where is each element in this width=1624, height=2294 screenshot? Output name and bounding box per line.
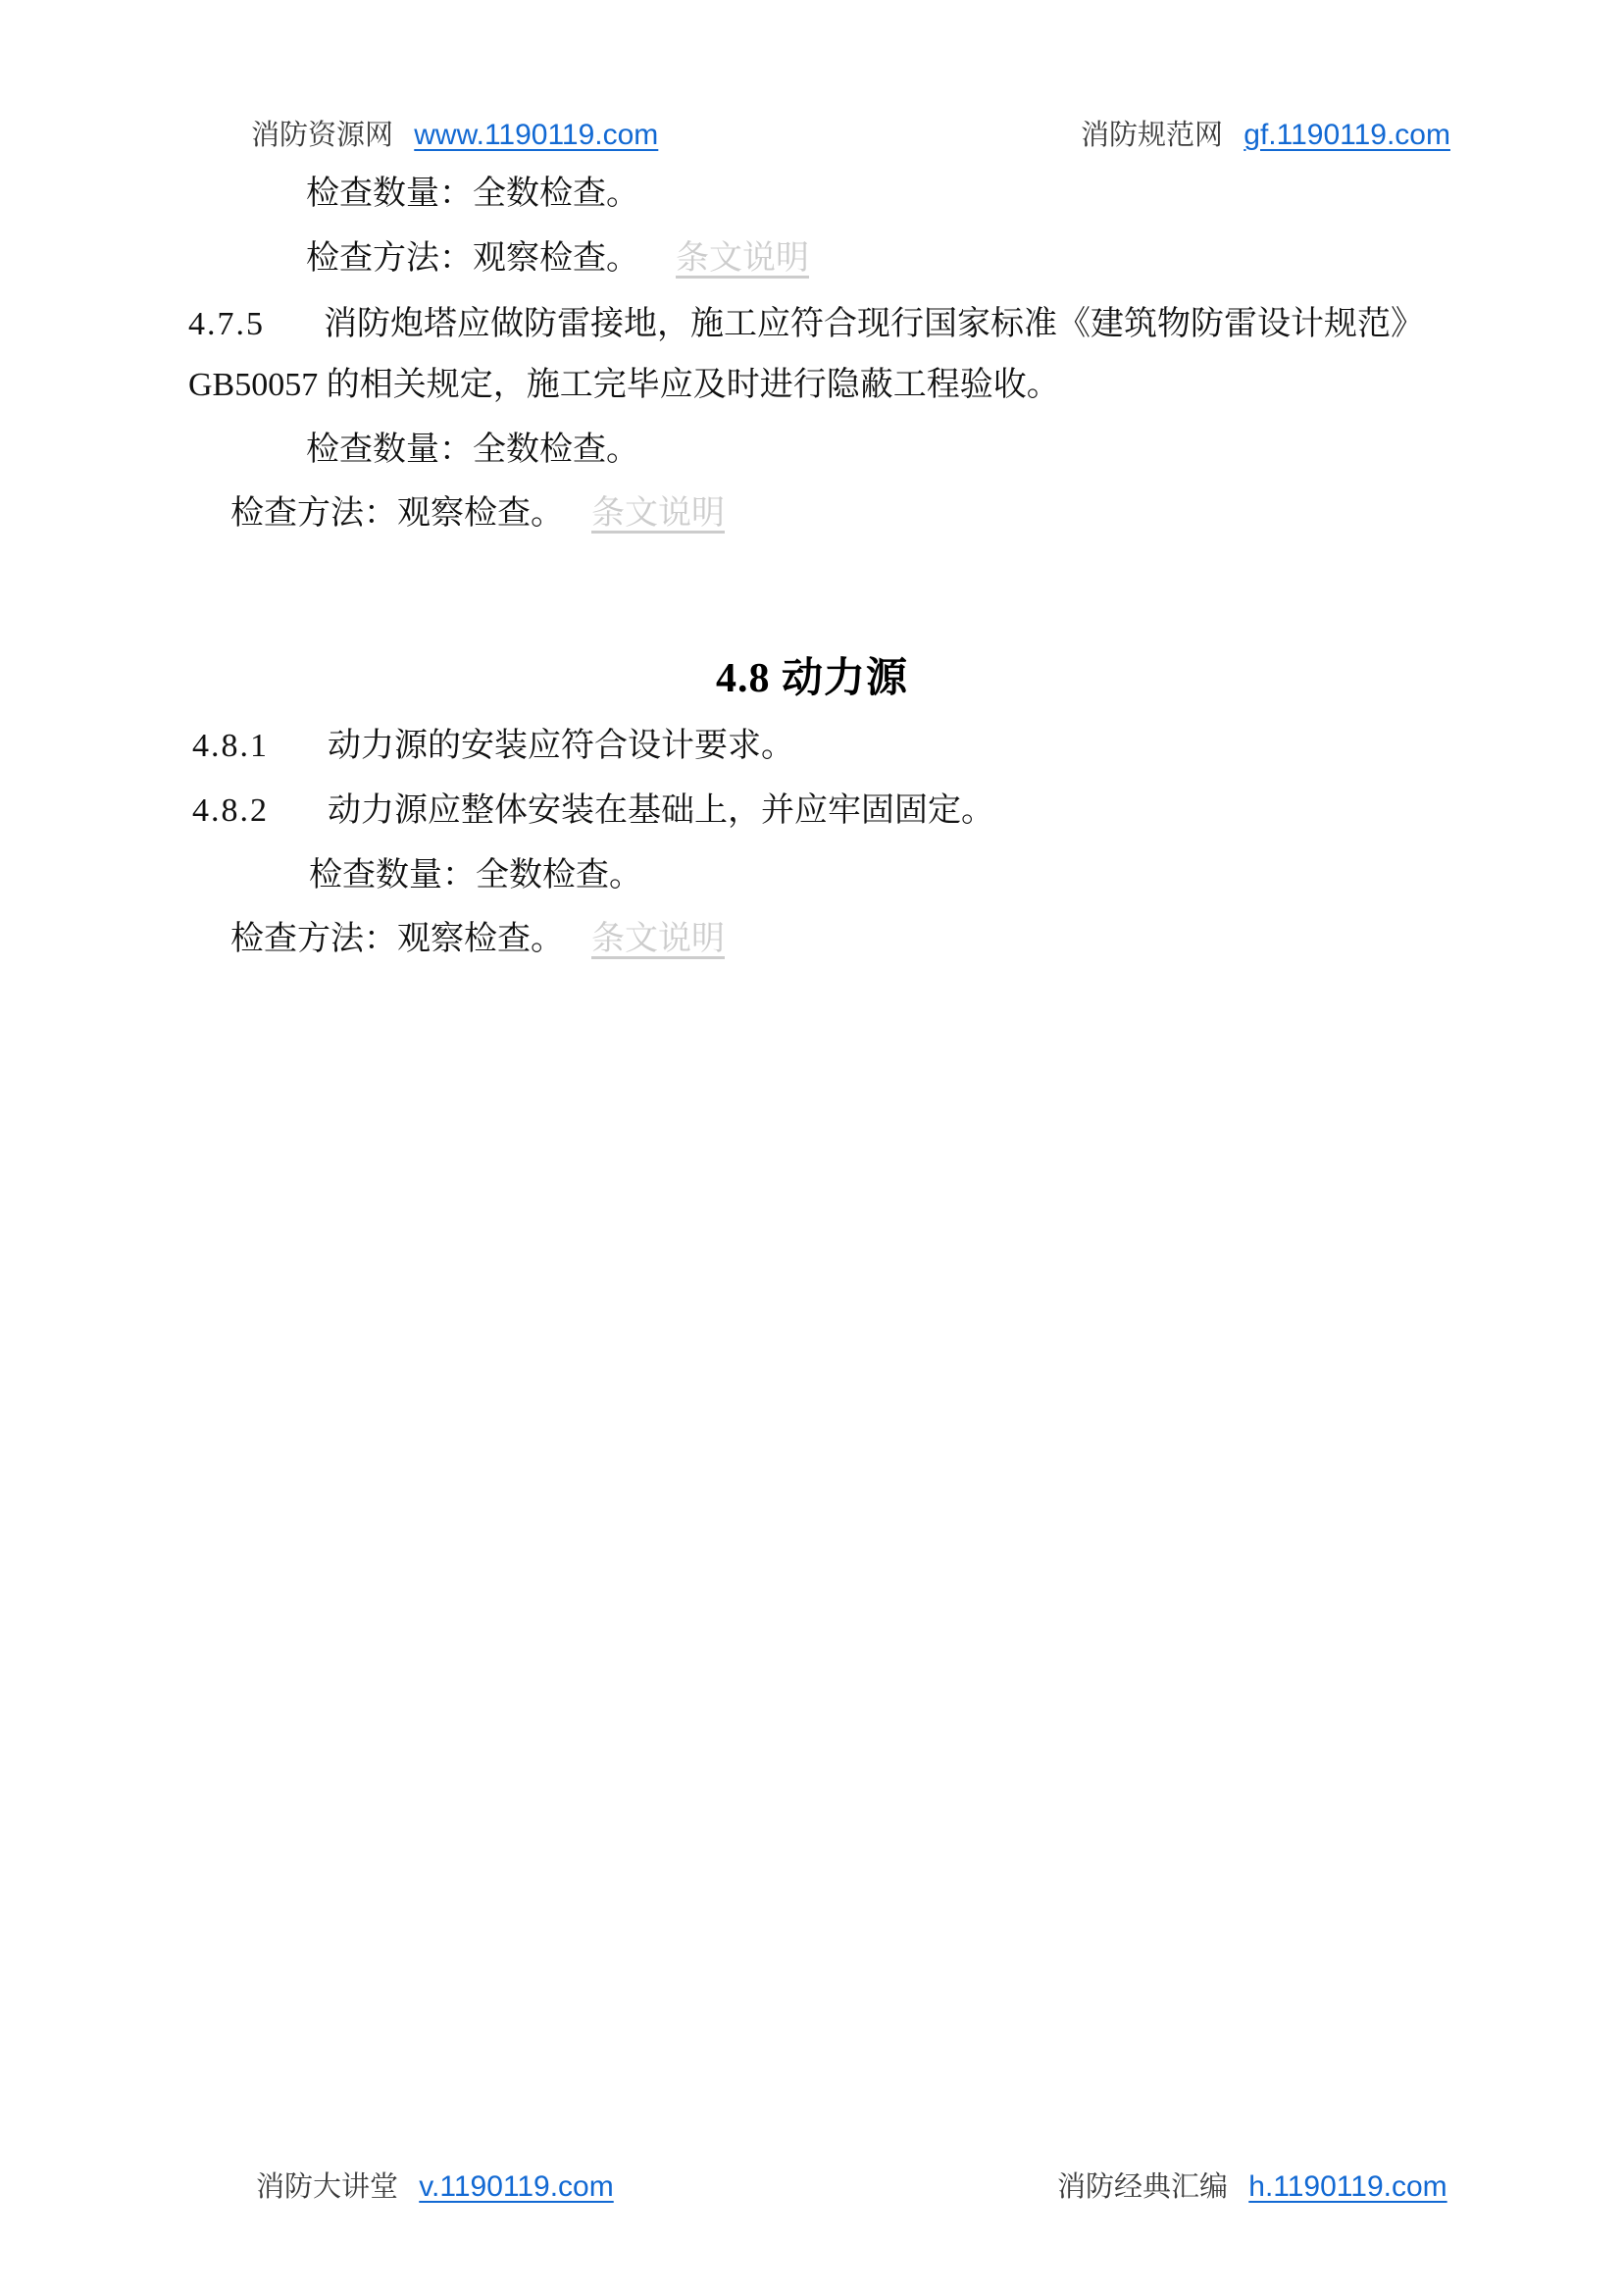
check-quantity-text: 检查数量：全数检查。 <box>306 432 639 468</box>
footer-right-label: 消防经典汇编 <box>1057 2171 1229 2203</box>
footer-left-label: 消防大讲堂 <box>256 2171 399 2203</box>
page-header-left <box>251 116 658 155</box>
check-quantity-line-3 <box>309 853 642 898</box>
check-quantity-text: 检查数量：全数检查。 <box>309 857 642 893</box>
page-header-right <box>1081 116 1450 155</box>
clause-note-link[interactable]: 条文说明 <box>591 495 725 532</box>
check-method-text: 检查方法：观察检查。 <box>306 240 639 277</box>
clause-text: 动力源应整体安装在基础上，并应牢固固定。 <box>328 792 994 829</box>
footer-right-link[interactable]: h.1190119.com <box>1248 2170 1447 2203</box>
clause-number: 4.7.5 <box>188 306 265 342</box>
clause-text: 消防炮塔应做防雷接地，施工应符合现行国家标准《建筑物防雷设计规范》 <box>324 306 1424 342</box>
clause-number: 4.8.1 <box>192 728 269 764</box>
check-method-line-2 <box>230 491 725 536</box>
check-method-line-1 <box>306 236 809 281</box>
clause-text: 动力源的安装应符合设计要求。 <box>328 728 794 764</box>
paragraph-4-8-1 <box>192 724 794 769</box>
paragraph-4-8-2 <box>192 789 994 834</box>
check-method-line-3 <box>230 917 725 962</box>
paragraph-4-7-5-line-2 <box>188 363 1060 408</box>
header-right-link[interactable]: gf.1190119.com <box>1243 119 1450 151</box>
paragraph-4-7-5-line-1 <box>188 302 1424 347</box>
check-method-text: 检查方法：观察检查。 <box>230 921 564 957</box>
footer-left-link[interactable]: v.1190119.com <box>419 2170 614 2203</box>
header-right-label: 消防规范网 <box>1081 120 1224 151</box>
clause-note-link[interactable]: 条文说明 <box>676 240 809 277</box>
clause-number: 4.8.2 <box>192 792 269 829</box>
header-left-label: 消防资源网 <box>251 120 394 151</box>
check-quantity-line-2 <box>306 428 639 473</box>
section-heading-4-8: 4.8 动力源 <box>715 656 908 701</box>
clause-text: GB50057 的相关规定，施工完毕应及时进行隐蔽工程验收。 <box>188 367 1060 403</box>
check-method-text: 检查方法：观察检查。 <box>230 495 564 532</box>
header-left-link[interactable]: www.1190119.com <box>414 119 659 151</box>
check-quantity-text: 检查数量：全数检查。 <box>306 176 639 212</box>
page-footer-right <box>1057 2167 1447 2207</box>
clause-note-link[interactable]: 条文说明 <box>591 921 725 957</box>
page-footer-left <box>256 2167 614 2207</box>
check-quantity-line-1 <box>306 172 639 217</box>
